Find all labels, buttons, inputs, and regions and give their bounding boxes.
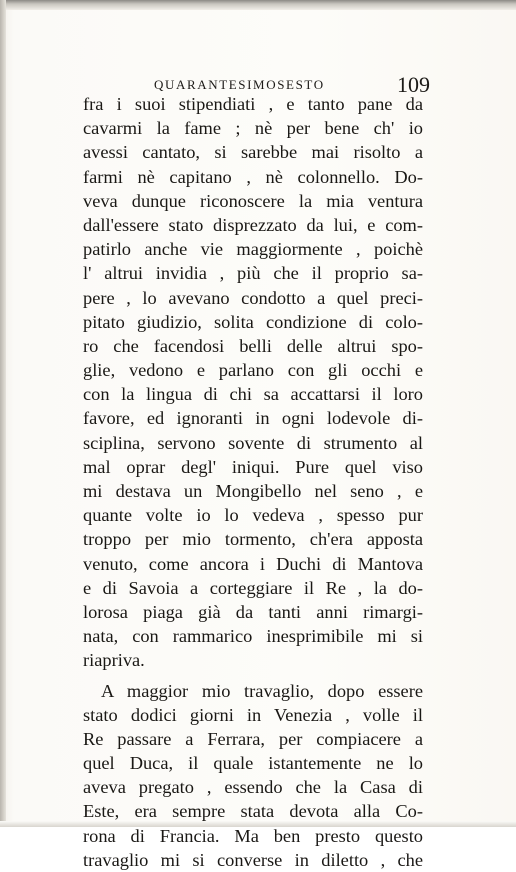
text-line: aveva pregato , essendo che la Casa di — [83, 775, 423, 799]
text-line: pitato giudizio, solita condizione di colo- — [83, 310, 423, 334]
text-line: mi destava un Mongibello nel seno , e — [83, 479, 423, 503]
page-number: 109 — [397, 72, 430, 98]
text-line: nata, con rammarico inesprimibile mi si — [83, 624, 423, 648]
page-binding-edge — [0, 0, 6, 827]
text-line: e di Savoia a corteggiare il Re , la do- — [83, 576, 423, 600]
text-line: A maggior mio travaglio, dopo essere — [83, 679, 423, 703]
page-top-edge — [0, 0, 516, 10]
text-line: farmi nè capitano , nè colonnello. Do- — [83, 165, 423, 189]
text-line: troppo per mio tormento, ch'era apposta — [83, 527, 423, 551]
text-line: patirlo anche vie maggiormente , poichè — [83, 237, 423, 261]
text-line: fra i suoi stipendiati , e tanto pane da — [83, 92, 423, 116]
text-line: l' altrui invidia , più che il proprio sa- — [83, 261, 423, 285]
text-line: mal oprar degl' iniqui. Pure quel viso — [83, 455, 423, 479]
text-line: Re passare a Ferrara, per compiacere a — [83, 727, 423, 751]
text-line: dall'essere stato disprezzato da lui, e com- — [83, 213, 423, 237]
text-line: pere , lo avevano condotto a quel preci- — [83, 286, 423, 310]
text-line: quante volte io lo vedeva , spesso pur — [83, 503, 423, 527]
text-line: rona di Francia. Ma ben presto questo — [83, 824, 423, 848]
text-line: riapriva. — [83, 648, 423, 672]
text-line: glie, vedono e parlano con gli occhi e — [83, 358, 423, 382]
text-line: con la lingua di chi sa accattarsi il loro — [83, 382, 423, 406]
text-line: quel Duca, il quale istantemente ne lo — [83, 751, 423, 775]
paragraph — [83, 92, 423, 673]
text-line: veva dunque riconoscere la mia ventura — [83, 189, 423, 213]
paragraph — [83, 679, 423, 872]
text-line: avessi cantato, si sarebbe mai risolto a — [83, 140, 423, 164]
text-line: ro che facendosi belli delle altrui spo- — [83, 334, 423, 358]
text-line: venuto, come ancora i Duchi di Mantova — [83, 552, 423, 576]
body-text — [83, 92, 423, 872]
running-title: QUARANTESIMOSESTO — [154, 77, 325, 93]
text-line: stato dodici giorni in Venezia , volle il — [83, 703, 423, 727]
text-line: sciplina, servono sovente di strumento al — [83, 431, 423, 455]
text-line: cavarmi la fame ; nè per bene ch' io — [83, 116, 423, 140]
text-line: travaglio mi si converse in diletto , che — [83, 848, 423, 872]
text-line: favore, ed ignoranti in ogni lodevole di- — [83, 406, 423, 430]
text-line: Este, era sempre stata devota alla Co- — [83, 799, 423, 823]
text-line: lorosa piaga già da tanti anni rimargi- — [83, 600, 423, 624]
